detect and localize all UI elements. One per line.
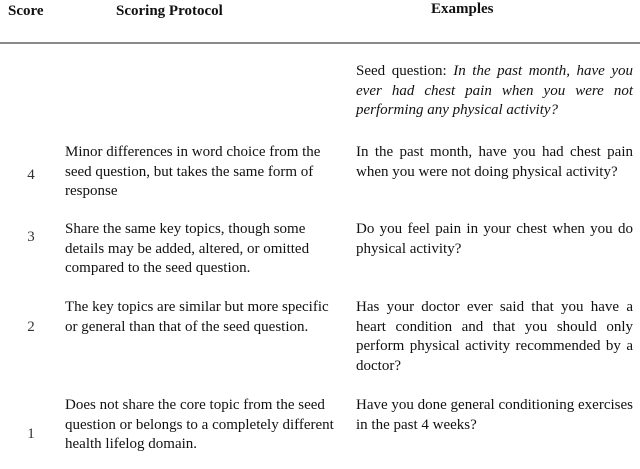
protocol-text: Minor differences in word choice from the seed question, but takes the same form of response bbox=[65, 144, 321, 199]
header-scoring-protocol: Scoring Protocol bbox=[116, 3, 223, 19]
score-value: 4 bbox=[27, 167, 35, 183]
score-value: 1 bbox=[27, 426, 35, 442]
example-text: In the past month, have you had chest pain when you were not doing physical activity? bbox=[356, 144, 633, 180]
example-text: Have you done general conditioning exercises in the past 4 weeks? bbox=[356, 397, 633, 433]
score-value: 3 bbox=[27, 229, 35, 245]
score-value: 2 bbox=[27, 319, 35, 335]
seed-question-text: In the past month, have you ever had chest pain when you were not performing any physical activity? bbox=[356, 63, 633, 118]
header-rule bbox=[0, 42, 640, 44]
header-examples: Examples bbox=[431, 1, 494, 17]
example-text: Do you feel pain in your chest when you do physical activity? bbox=[356, 221, 633, 257]
protocol-text: The key topics are similar but more specific or general than that of the seed question. bbox=[65, 299, 329, 335]
protocol-text: Share the same key topics, though some details may be added, altered, or omitted compared to the seed question. bbox=[65, 221, 310, 276]
seed-question bbox=[356, 62, 633, 121]
example-text: Has your doctor ever said that you have a heart condition and that you should only perform physical activity recommended by a doctor? bbox=[356, 299, 633, 374]
protocol-text: Does not share the core topic from the seed question or belongs to a completely different health lifelog domain. bbox=[65, 397, 334, 452]
header-score: Score bbox=[8, 3, 44, 19]
seed-question-label: Seed question: bbox=[356, 63, 454, 79]
